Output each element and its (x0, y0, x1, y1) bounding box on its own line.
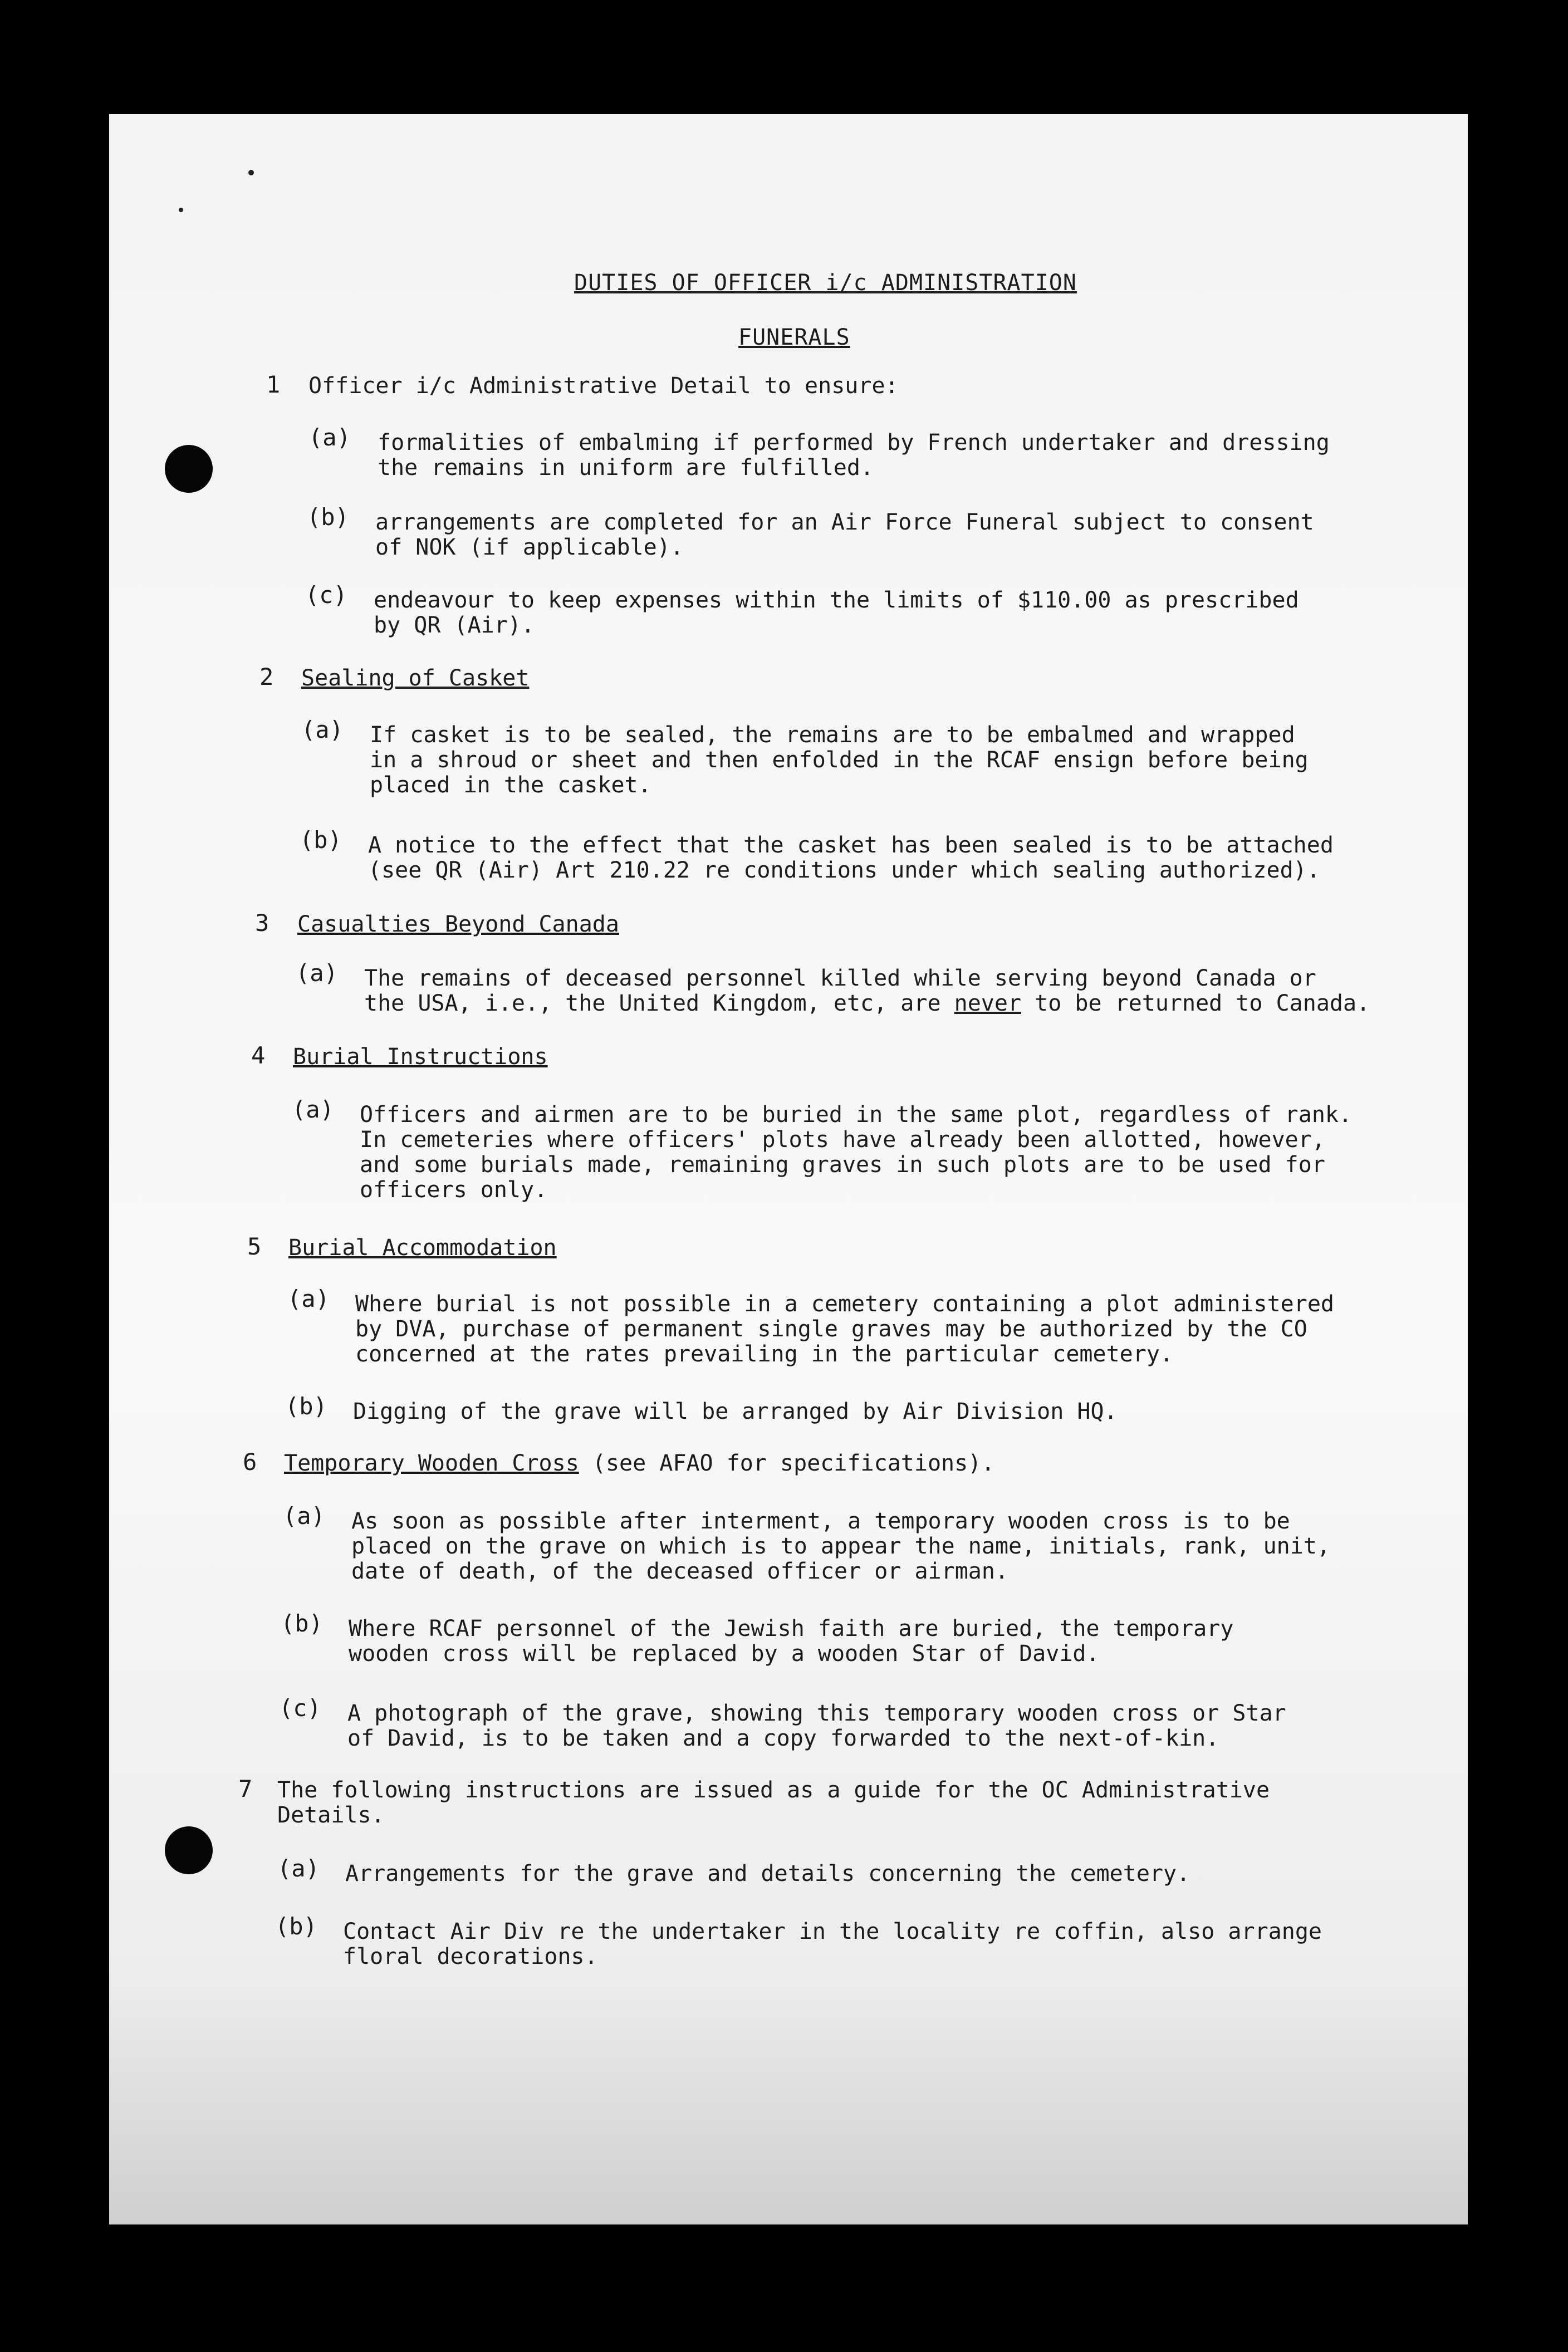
item-letter: (c) (305, 581, 347, 609)
item-line: Digging of the grave will be arranged by Air Division HQ. (353, 1399, 1118, 1424)
item-line: the remains in uniform are fulfilled. (378, 455, 874, 481)
item-line: placed in the casket. (370, 772, 651, 798)
section-number: 4 (251, 1042, 266, 1069)
item-letter: (b) (300, 826, 342, 854)
section-heading-note: (see AFAO for specifications). (579, 1451, 995, 1476)
section-heading: Sealing of Casket (301, 665, 530, 691)
item-line (364, 992, 1370, 1015)
document-subtitle: FUNERALS (738, 325, 850, 350)
item-letter: (c) (279, 1694, 321, 1722)
item-line: and some burials made, remaining graves in such plots are to be used for (360, 1152, 1325, 1178)
item-line-text: to be returned to Canada. (1021, 991, 1370, 1016)
punch-hole-bottom (165, 1826, 213, 1874)
item-line: Where RCAF personnel of the Jewish faith are buried, the temporary (349, 1616, 1234, 1641)
section-heading: Temporary Wooden Cross (284, 1451, 579, 1476)
item-letter: (a) (308, 424, 351, 451)
item-line: concerned at the rates prevailing in the particular cemetery. (355, 1341, 1174, 1367)
item-line: endeavour to keep expenses within the limits of $110.00 as prescribed (374, 587, 1299, 613)
item-line: formalities of embalming if performed by French undertaker and dressing (378, 430, 1330, 455)
section-intro-line: Details. (277, 1802, 385, 1828)
item-letter: (a) (301, 716, 344, 743)
item-line: If casket is to be sealed, the remains are to be embalmed and wrapped (370, 722, 1295, 748)
section-heading-line (284, 1452, 994, 1474)
item-line: A notice to the effect that the casket has been sealed is to be attached (368, 832, 1334, 858)
item-line: wooden cross will be replaced by a wooden Star of David. (349, 1641, 1100, 1667)
item-line: Officers and airmen are to be buried in the same plot, regardless of rank. (360, 1102, 1353, 1128)
section-heading: Officer i/c Administrative Detail to ensure: (308, 373, 899, 399)
item-line: of David, is to be taken and a copy forwarded to the next-of-kin. (347, 1726, 1219, 1751)
section-number: 5 (247, 1233, 262, 1260)
section-number: 7 (238, 1775, 253, 1802)
item-letter: (a) (277, 1855, 320, 1882)
document-page (109, 114, 1468, 2224)
section-number: 3 (255, 909, 270, 937)
section-intro-line: The following instructions are issued as a guide for the OC Administrative (277, 1777, 1270, 1803)
item-letter: (b) (307, 503, 349, 531)
item-line: arrangements are completed for an Air Force Funeral subject to consent (375, 509, 1314, 535)
item-letter: (a) (292, 1096, 334, 1123)
item-line: officers only. (360, 1177, 548, 1203)
item-line: In cemeteries where officers' plots have already been allotted, however, (360, 1127, 1325, 1153)
item-letter: (a) (283, 1502, 325, 1530)
item-line: in a shroud or sheet and then enfolded in the RCAF ensign before being (370, 747, 1309, 773)
item-line-text: the USA, i.e., the United Kingdom, etc, are (364, 991, 954, 1016)
item-line: A photograph of the grave, showing this temporary wooden cross or Star (347, 1701, 1286, 1726)
item-line: of NOK (if applicable). (375, 535, 684, 560)
item-letter: (b) (285, 1393, 327, 1420)
item-line: Where burial is not possible in a cemetery containing a plot administered (355, 1291, 1334, 1317)
item-line: by QR (Air). (374, 612, 535, 638)
item-line: by DVA, purchase of permanent single graves may be authorized by the CO (355, 1316, 1307, 1342)
item-letter: (b) (281, 1610, 323, 1637)
speck-mark (179, 208, 183, 212)
section-heading: Burial Instructions (293, 1044, 548, 1070)
item-line: floral decorations. (343, 1944, 598, 1969)
item-line: The remains of deceased personnel killed while serving beyond Canada or (364, 966, 1316, 991)
section-number: 6 (243, 1448, 257, 1476)
section-heading: Casualties Beyond Canada (297, 912, 619, 937)
document-title: DUTIES OF OFFICER i/c ADMINISTRATION (574, 270, 1077, 296)
item-line: As soon as possible after interment, a temporary wooden cross is to be (351, 1508, 1290, 1534)
item-letter: (a) (296, 959, 338, 987)
item-line: Arrangements for the grave and details concerning the cemetery. (345, 1861, 1190, 1886)
item-line: placed on the grave on which is to appear the name, initials, rank, unit, (351, 1533, 1330, 1559)
section-heading: Burial Accommodation (288, 1235, 557, 1261)
section-number: 2 (259, 663, 274, 690)
section-number: 1 (266, 371, 281, 398)
emphasis-never: never (954, 991, 1022, 1016)
punch-hole-top (165, 445, 213, 493)
item-line: (see QR (Air) Art 210.22 re conditions under which sealing authorized). (368, 857, 1320, 883)
item-letter: (b) (275, 1913, 317, 1940)
item-letter: (a) (287, 1285, 330, 1312)
item-line: Contact Air Div re the undertaker in the locality re coffin, also arrange (343, 1919, 1322, 1944)
speck-mark (248, 170, 254, 175)
item-line: date of death, of the deceased officer or airman. (351, 1559, 1009, 1584)
